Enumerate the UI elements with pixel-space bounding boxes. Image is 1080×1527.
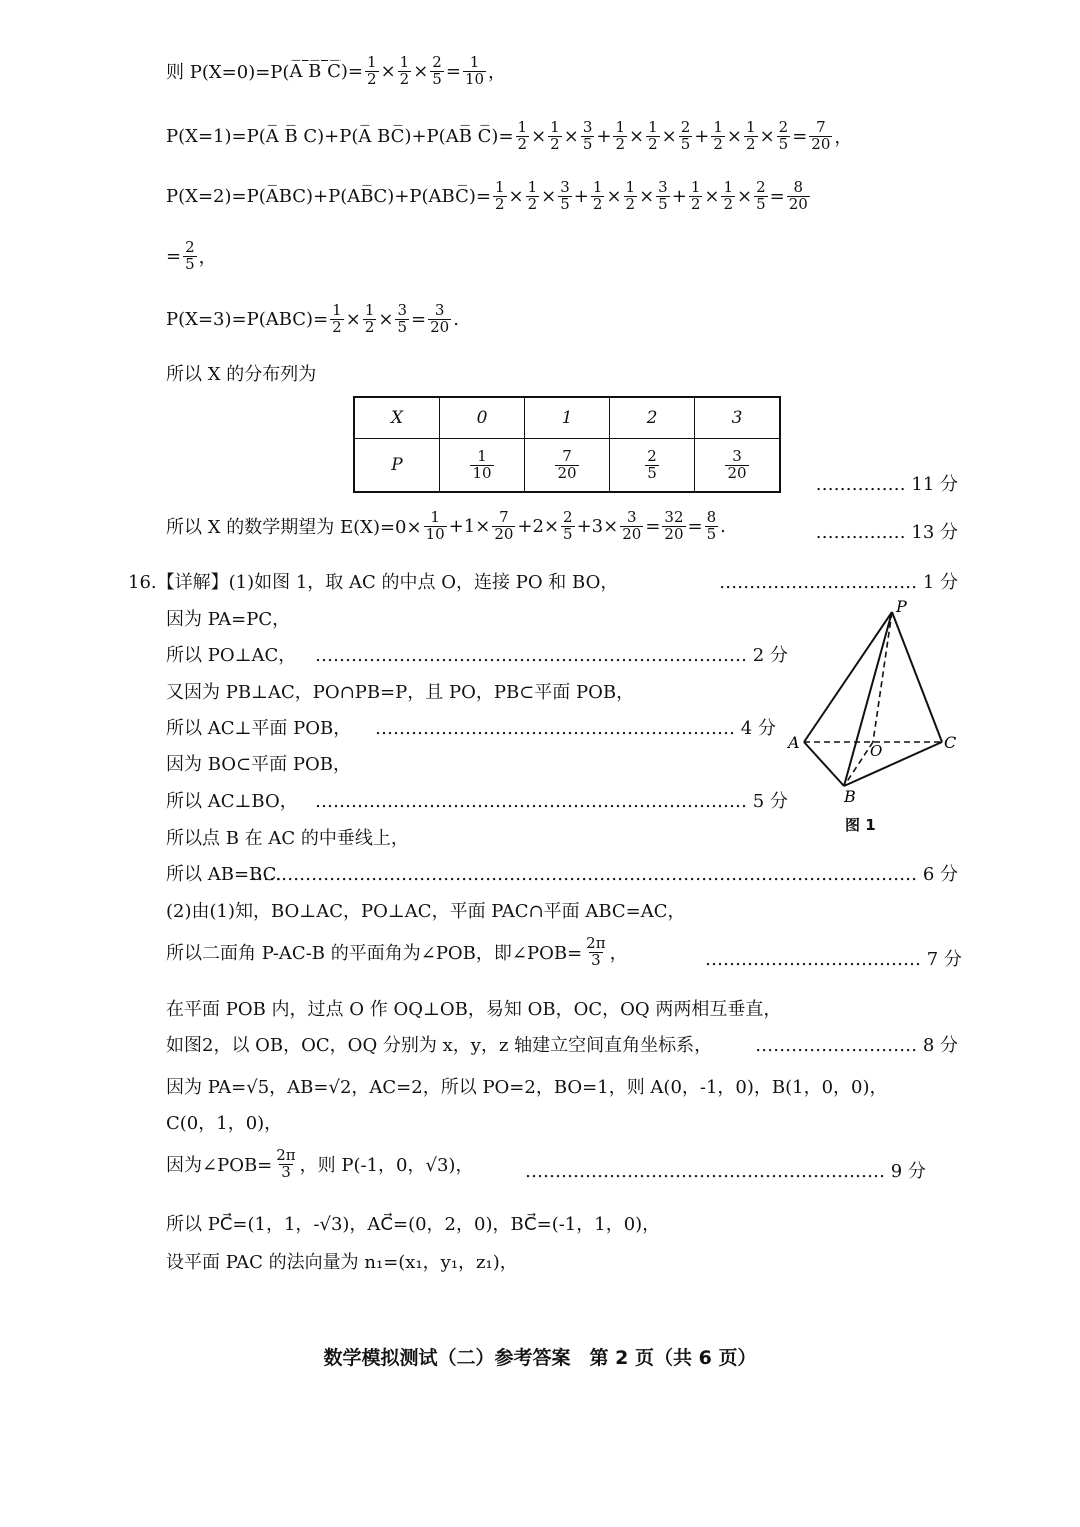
score-5: ……………………………………………………………… 5 分 xyxy=(315,791,788,812)
label-p: P xyxy=(896,598,907,616)
text: )= xyxy=(340,60,364,82)
table-row xyxy=(354,439,780,493)
table-cell xyxy=(610,439,695,493)
text: 因为 PA=PC， xyxy=(166,609,291,630)
table-cell xyxy=(525,439,610,493)
score-1: …………………………… 1 分 xyxy=(719,572,958,593)
label-a: A xyxy=(788,733,800,752)
table-cell: 1 xyxy=(525,397,610,439)
fraction: 1 2 xyxy=(746,118,756,153)
denominator: 5 xyxy=(647,463,657,482)
fraction: 3 5 xyxy=(560,178,570,213)
text: = xyxy=(166,245,182,267)
line-part2 xyxy=(166,897,686,923)
line-expectation: 所以 X 的数学期望为 E(X)=0× $\frac{1}{10}$ +1× 7 20 +2× 2 5 +3× 3 20 = 32 20 = 8 5 . xyxy=(166,508,726,543)
label-o: O xyxy=(870,742,883,760)
fraction: $\frac{1}{2}$ xyxy=(517,118,528,153)
line-p-x0: 则 P(X=0)=P( A̅ B̅ C̅ )= $\frac{1}{2}$ × 1 2 × 2 5 = 1 10 ， xyxy=(166,53,507,88)
edge-pc xyxy=(892,612,942,742)
fraction: 3 5 xyxy=(397,301,407,336)
fraction: 2 5 xyxy=(680,118,691,153)
numerator: 1 xyxy=(477,446,487,465)
fraction: 8 5 xyxy=(706,508,717,543)
text: 因为∠POB= xyxy=(166,1155,273,1177)
fraction xyxy=(555,446,578,482)
text: 所以二面角 P-AC-B 的平面角为∠POB，即∠POB= xyxy=(166,943,583,965)
fraction: $\frac{1}{2}$ xyxy=(332,301,342,336)
page-footer: 数学模拟测试（二）参考答案 第 2 页（共 6 页） xyxy=(323,1347,757,1369)
line-c-point xyxy=(166,1109,282,1135)
fraction: 2 5 xyxy=(432,53,442,88)
fraction: 3 5 xyxy=(658,178,668,213)
line-lengths xyxy=(166,1073,888,1099)
score-7: ……………………………… 7 分 xyxy=(705,949,962,970)
fraction: 8 20 xyxy=(788,178,808,213)
line-p-point xyxy=(166,1148,473,1181)
table-cell: P xyxy=(354,439,440,493)
text: P(X=1)=P(A̅ B̅ C)+P(A̅ BC̅)+P(AB̅ C̅)= xyxy=(166,125,514,147)
figure-caption: 图 1 xyxy=(845,816,876,834)
line-ac-plane xyxy=(166,714,351,740)
text: C(0，1，0)， xyxy=(166,1113,283,1134)
text: 16.【详解】(1)如图 1，取 AC 的中点 O，连接 PO 和 BO， xyxy=(128,572,619,593)
score-6: ………………………………………………………………………………………………… 6 分 xyxy=(251,864,958,885)
distribution-table xyxy=(353,396,781,493)
fraction: 1 2 xyxy=(690,178,701,213)
fraction: 1 2 xyxy=(550,118,560,153)
line-normal-vector xyxy=(166,1248,518,1274)
text: 则 P(X=0)=P( xyxy=(166,62,290,84)
line-pa-pc xyxy=(166,605,290,631)
line-vectors xyxy=(166,1210,660,1236)
edge-pa xyxy=(804,612,892,742)
fraction: 2 5 xyxy=(756,178,766,213)
fraction: 1 2 xyxy=(625,178,636,213)
text: 所以 PO⊥AC， xyxy=(166,645,297,666)
text: P(X=3)=P(ABC)= xyxy=(166,308,329,330)
fraction: 2 5 xyxy=(778,118,789,153)
text: 所以点 B 在 AC 的中垂线上， xyxy=(166,828,409,849)
text: 因为 PA=√5，AB=√2，AC=2，所以 PO=2，BO=1，则 A(0，-1，0)，B(1，0，0)， xyxy=(166,1077,888,1098)
table-cell: 3 xyxy=(695,397,781,439)
fraction: 3 5 xyxy=(582,118,593,153)
fraction: $\frac{1}{2}$ xyxy=(494,178,505,213)
fraction: 1 2 xyxy=(399,53,410,88)
line-oq-ob xyxy=(166,995,781,1021)
line-pb-ac xyxy=(166,678,634,704)
score-11: …………… 11 分 xyxy=(815,474,958,495)
fraction xyxy=(725,446,748,482)
fraction: 1 2 xyxy=(527,178,538,213)
fraction: 7 20 xyxy=(494,508,514,543)
fraction: 1 2 xyxy=(648,118,658,153)
label-c: C xyxy=(944,733,957,752)
edge-ab xyxy=(804,742,844,786)
line-p-x1: P(X=1)=P(A̅ B̅ C)+P(A̅ BC̅)+P(AB̅ C̅)= $\frac{1}{2}$ × 1 2 × 3 5 + 1 2 × 1 2 × 2 5 + 1 2 × 1 2 × 2 5 = 7 20 ， xyxy=(166,118,853,153)
fraction xyxy=(470,446,493,482)
line-ac-bo xyxy=(166,787,298,813)
score-2: ……………………………………………………………… 2 分 xyxy=(315,645,788,666)
text: P(X=2)=P(A̅BC)+P(AB̅C)+P(ABC̅)= xyxy=(166,185,491,207)
line-bo-plane xyxy=(166,750,351,776)
fraction: 1 2 xyxy=(723,178,733,213)
fraction: 1 2 xyxy=(615,118,625,153)
line-p-x2: P(X=2)=P(A̅BC)+P(AB̅C)+P(ABC̅)= $\frac{1}{2}$ × 1 2 × 3 5 + 1 2 × 1 2 × 3 5 + 1 2 × 1 2 × 2 5 = 8 20 xyxy=(166,178,808,213)
denominator: 10 xyxy=(472,463,492,482)
edge-pb xyxy=(844,612,892,786)
text: 如图2，以 OB，OC，OQ 分别为 x，y，z 轴建立空间直角坐标系， xyxy=(166,1035,713,1056)
text: 因为 BO⊂平面 POB， xyxy=(166,754,351,775)
fraction: 7 20 xyxy=(811,118,831,153)
text: 在平面 POB 内，过点 O 作 OQ⊥OB，易知 OB，OC，OQ 两两相互垂直， xyxy=(166,999,782,1020)
segment-po-hidden xyxy=(873,612,892,742)
fraction: 2 5 xyxy=(563,508,573,543)
fraction: $\frac{1}{10}$ xyxy=(425,508,445,543)
fraction: 3 20 xyxy=(430,301,450,336)
text: 又因为 PB⊥AC，PO∩PB=P，且 PO，PB⊂平面 POB， xyxy=(166,682,635,703)
line-b-bisector xyxy=(166,824,409,850)
text: 设平面 PAC 的法向量为 n₁=(x₁，y₁，z₁)， xyxy=(166,1252,518,1273)
line-eq-2-5: = $\frac{2}{5}$ ， xyxy=(166,238,217,273)
text: 所以 AC⊥BO， xyxy=(166,791,298,812)
table-cell xyxy=(695,439,781,493)
text: 所以 X 的分布列为 xyxy=(166,364,317,385)
table-cell: 2 xyxy=(610,397,695,439)
score-4: …………………………………………………… 4 分 xyxy=(375,718,776,739)
score-9: …………………………………………………… 9 分 xyxy=(525,1161,926,1182)
fraction: 1 10 xyxy=(464,53,485,88)
denominator: 20 xyxy=(727,463,747,482)
text: 所以 PC⃗=(1，1，-√3)，AC⃗=(0，2，0)，BC⃗=(-1，1，0)， xyxy=(166,1214,661,1235)
table-cell: X xyxy=(354,397,440,439)
line-coordinates xyxy=(166,1031,712,1057)
text: 所以 AB=BC. xyxy=(166,864,282,885)
fraction: $\frac{2\pi}{3}$ xyxy=(586,934,606,969)
fraction: 1 2 xyxy=(592,178,603,213)
score-8: ……………………… 8 分 xyxy=(755,1035,958,1056)
fraction: 32 20 xyxy=(664,508,684,543)
table-header-row xyxy=(354,397,780,439)
line-po-ac xyxy=(166,641,296,667)
score-13: …………… 13 分 xyxy=(815,522,958,543)
fraction xyxy=(645,446,659,482)
table-cell xyxy=(440,439,525,493)
text: 所以 AC⊥平面 POB， xyxy=(166,718,352,739)
numerator: 3 xyxy=(732,446,742,465)
denominator: 20 xyxy=(557,463,577,482)
line-dihedral: 所以二面角 P-AC-B 的平面角为∠POB，即∠POB= $\frac{2\pi}{3}$ ， xyxy=(166,934,628,969)
pyramid-figure xyxy=(780,598,980,808)
text: 所以 X 的数学期望为 E(X)=0× xyxy=(166,517,422,539)
fraction: $\frac{2\pi}{3}$ xyxy=(276,1146,296,1181)
fraction: 1 2 xyxy=(713,118,723,153)
text: (2)由(1)知，BO⊥AC，PO⊥AC，平面 PAC∩平面 ABC=AC， xyxy=(166,901,686,922)
numerator: 2 xyxy=(647,446,657,465)
label-b: B xyxy=(844,787,856,806)
line-p-x3: P(X=3)=P(ABC)= $\frac{1}{2}$ × 1 2 × 3 5 = 3 20 . xyxy=(166,301,459,336)
edge-bc xyxy=(844,742,942,786)
text: A̅ B̅ C̅ xyxy=(289,60,341,82)
line-16-intro xyxy=(128,568,618,594)
fraction: 1 2 xyxy=(364,301,375,336)
fraction: 3 20 xyxy=(622,508,642,543)
line-distribution-intro xyxy=(166,360,316,386)
text: ，则 P(-1，0，√3)， xyxy=(299,1155,474,1177)
fraction: $\frac{1}{2}$ xyxy=(367,53,377,88)
numerator: 7 xyxy=(562,446,572,465)
table-cell: 0 xyxy=(440,397,525,439)
fraction: $\frac{2}{5}$ xyxy=(185,238,195,273)
